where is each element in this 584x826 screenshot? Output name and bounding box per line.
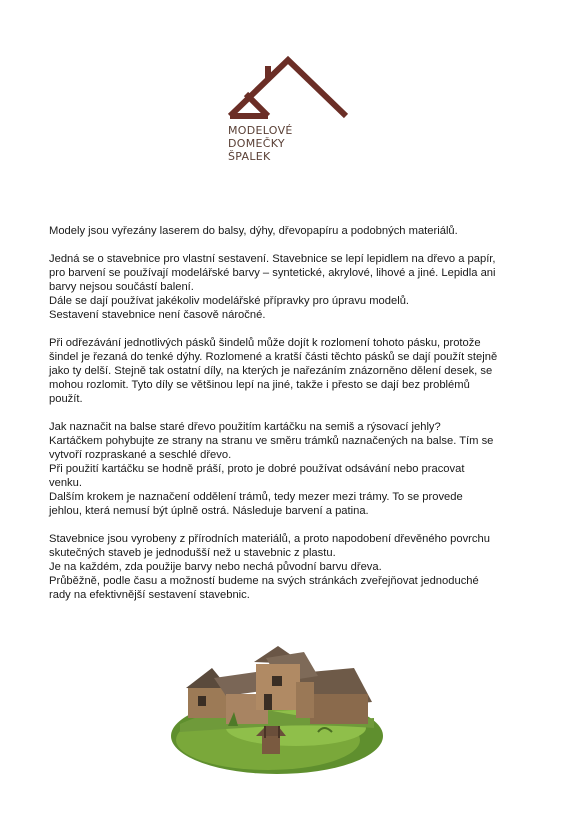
text-line: Modely jsou vyřezány laserem do balsy, dýhy, dřevopapíru a podobných materiálů. [49, 225, 458, 237]
paragraph-3 [49, 336, 549, 406]
text-line: skutečných staveb je jednodušší než u stavebnic z plastu. [49, 547, 336, 559]
house-roof-arrow-icon [224, 54, 352, 124]
text-line: Dále se dají používat jakékoliv modelářské přípravky pro úpravu modelů. [49, 295, 410, 307]
text-line: Je na každém, zda použije barvy nebo nechá původní barvu dřeva. [49, 561, 382, 573]
text-line: pro barvení se používají modelářské barvy – syntetické, akrylové, lihové a jiné. Lepidla ani [49, 267, 496, 279]
body-text [49, 224, 549, 616]
paragraph-4 [49, 420, 549, 518]
logo-line-3: ŠPALEK [228, 150, 271, 163]
text-line: Jak naznačit na balse staré dřevo použitím kartáčku na semiš a rýsovací jehly? [49, 421, 441, 433]
text-line: Při použití kartáčku se hodně práší, proto je dobré používat odsávání nebo pracovat [49, 463, 465, 475]
village-illustration [168, 632, 386, 778]
paragraph-2 [49, 252, 549, 322]
paragraph-1 [49, 224, 549, 238]
logo-line-2: DOMEČKY [228, 137, 285, 150]
text-line: venku. [49, 477, 82, 489]
text-line: Kartáčkem pohybujte ze strany na stranu ve směru trámků naznačených na balse. Tím se [49, 435, 494, 447]
logo-wordmark [228, 124, 293, 163]
text-line: mohou rozlomit. Tyto díly se většinou lepí na jiné, takže i přesto se dají bez problémů [49, 379, 470, 391]
text-line: rady na efektivnější sestavení stavebnic. [49, 589, 250, 601]
text-line: barvy nejsou součástí balení. [49, 281, 194, 293]
paragraph-5 [49, 532, 549, 602]
text-line: Průběžně, podle času a možností budeme na svých stránkách zveřejňovat jednoduché [49, 575, 479, 587]
logo-line-1: MODELOVÉ [228, 124, 293, 137]
logo [224, 54, 352, 174]
text-line: Jedná se o stavebnice pro vlastní sestavení. Stavebnice se lepí lepidlem na dřevo a papír, [49, 253, 496, 265]
text-line: Při odřezávání jednotlivých pásků šindelů může dojít k rozlomení tohoto pásku, protože [49, 337, 481, 349]
text-line: Dalším krokem je naznačení oddělení trámů, tedy mezer mezi trámy. To se provede [49, 491, 463, 503]
text-line: jako ty delší. Stejně tak ostatní díly, na kterých je nařezáním znázorněno dělení desek, se [49, 365, 493, 377]
text-line: vytvoří rozpraskané a seschlé dřevo. [49, 449, 232, 461]
text-line: jehlou, která nemusí být úplně ostrá. Následuje barvení a patina. [49, 505, 369, 517]
wooden-houses-image [168, 632, 386, 778]
text-line: použít. [49, 393, 83, 405]
text-line: šindel je řezaná do tenké dýhy. Rozlomené a kratší části těchto pásků se dají použít stejně [49, 351, 498, 363]
text-line: Stavebnice jsou vyrobeny z přírodních materiálů, a proto napodobení dřevěného povrchu [49, 533, 490, 545]
text-line: Sestavení stavebnice není časově náročné. [49, 309, 266, 321]
